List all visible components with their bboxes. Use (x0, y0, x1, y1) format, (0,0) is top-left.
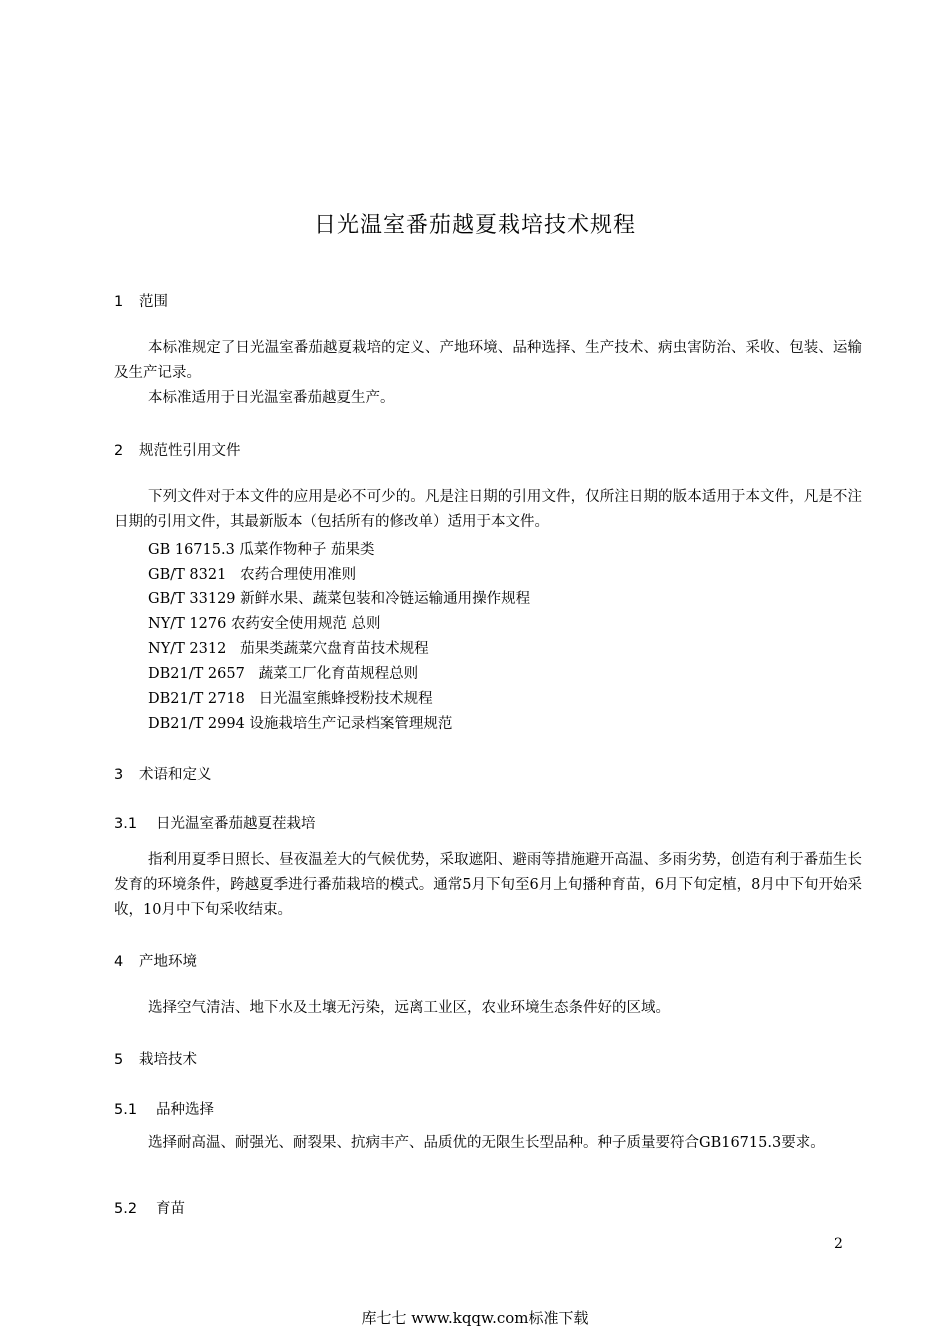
reference-name: 瓜菜作物种子 茄果类 (239, 542, 375, 558)
reference-item (148, 538, 375, 559)
subsection-5-2-heading (114, 1197, 185, 1218)
reference-item (148, 712, 452, 733)
subsection-3-1-paragraph: 指利用夏季日照长、昼夜温差大的气候优势，采取遮阳、避雨等措施避开高温、多雨劣势，创造有利于番茄生长发育的环境条件，跨越夏季进行番茄栽培的模式。通常5月下旬至6月上旬播种育苗，6月下旬定植，8月中下旬开始采收，10月中下旬采收结束。 (114, 852, 862, 918)
reference-code: DB21/T 2994 (148, 716, 245, 732)
subsection-title: 日光温室番茄越夏茬栽培 (156, 816, 316, 832)
section-number: 3 (114, 767, 124, 783)
reference-code: GB 16715.3 (148, 542, 235, 558)
reference-name: 农药安全使用规范 总则 (230, 616, 381, 632)
section-1-heading (114, 290, 168, 311)
reference-name: 新鲜水果、蔬菜包装和冷链运输通用操作规程 (240, 591, 531, 607)
section-4-heading (114, 950, 197, 971)
subsection-5-1-heading (114, 1098, 214, 1119)
section-title: 产地环境 (139, 954, 197, 970)
reference-item (148, 587, 530, 608)
reference-item (148, 662, 418, 683)
reference-name: 设施栽培生产记录档案管理规范 (249, 716, 453, 732)
section-title: 规范性引用文件 (139, 443, 241, 459)
reference-name: 日光温室熊蜂授粉技术规程 (258, 691, 433, 707)
section-title: 栽培技术 (139, 1052, 197, 1068)
reference-code: NY/T 1276 (148, 616, 227, 632)
subsection-title: 品种选择 (156, 1102, 214, 1118)
section-2-intro: 下列文件对于本文件的应用是必不可少的。凡是注日期的引用文件，仅所注日期的版本适用于本文件，凡是不注日期的引用文件，其最新版本（包括所有的修改单）适用于本文件。 (114, 489, 862, 530)
section-number: 1 (114, 294, 124, 310)
page-number: 2 (834, 1236, 843, 1252)
reference-item (148, 612, 381, 633)
section-title: 范围 (139, 294, 168, 310)
reference-item (148, 563, 356, 584)
document-title: 日光温室番茄越夏栽培技术规程 (313, 213, 636, 238)
reference-code: DB21/T 2718 (148, 691, 245, 707)
section-5-heading (114, 1048, 197, 1069)
section-1-paragraph-2: 本标准适用于日光温室番茄越夏生产。 (148, 390, 395, 406)
section-number: 4 (114, 954, 124, 970)
reference-code: NY/T 2312 (148, 641, 227, 657)
section-number: 2 (114, 443, 124, 459)
reference-code: DB21/T 2657 (148, 666, 245, 682)
subsection-5-1-paragraph: 选择耐高温、耐强光、耐裂果、抗病丰产、品质优的无限生长型品种。种子质量要符合GB16715.3要求。 (148, 1135, 825, 1151)
section-title: 术语和定义 (139, 767, 212, 783)
section-1-paragraph-1: 本标准规定了日光温室番茄越夏栽培的定义、产地环境、品种选择、生产技术、病虫害防治、采收、包装、运输及生产记录。 (114, 340, 862, 381)
section-4-paragraph: 选择空气清洁、地下水及土壤无污染，远离工业区，农业环境生态条件好的区域。 (148, 1000, 670, 1016)
reference-code: GB/T 33129 (148, 591, 236, 607)
reference-name: 蔬菜工厂化育苗规程总则 (258, 666, 419, 682)
subsection-title: 育苗 (156, 1201, 185, 1217)
subsection-number: 5.2 (114, 1201, 138, 1217)
footer-watermark: 库七七 www.kqqw.com标准下载 (361, 1309, 589, 1327)
section-number: 5 (114, 1052, 124, 1068)
section-2-heading (114, 439, 241, 460)
reference-name: 农药合理使用准则 (240, 567, 357, 583)
subsection-3-1-heading (114, 812, 316, 833)
reference-code: GB/T 8321 (148, 567, 227, 583)
reference-name: 茄果类蔬菜穴盘育苗技术规程 (240, 641, 429, 657)
reference-item (148, 687, 433, 708)
section-3-heading (114, 763, 212, 784)
subsection-number: 3.1 (114, 816, 138, 832)
subsection-number: 5.1 (114, 1102, 138, 1118)
reference-item (148, 637, 429, 658)
